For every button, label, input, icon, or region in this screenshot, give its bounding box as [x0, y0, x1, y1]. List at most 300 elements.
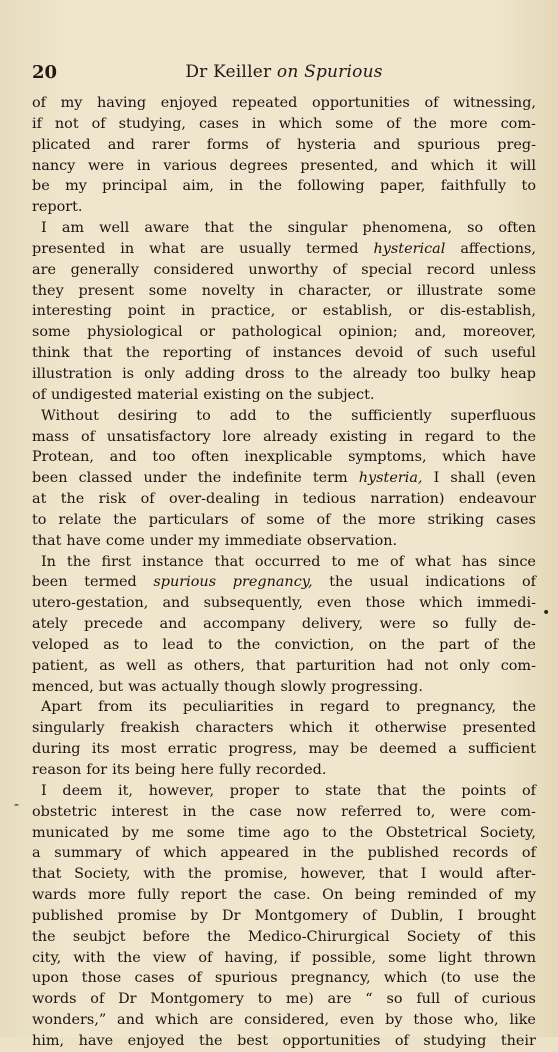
- word: of: [80, 428, 95, 445]
- word: aware: [144, 220, 190, 237]
- word: under: [149, 532, 193, 549]
- word: to: [133, 636, 149, 653]
- word: indications: [425, 574, 506, 591]
- word: am: [61, 220, 85, 237]
- word: that: [376, 782, 407, 799]
- word: the: [198, 1032, 223, 1049]
- word: following: [297, 178, 365, 195]
- word: my: [514, 887, 536, 904]
- word: of: [453, 991, 468, 1008]
- word: or: [199, 324, 216, 341]
- word: existing: [203, 386, 261, 403]
- word: dross: [244, 365, 285, 382]
- word: Without: [41, 407, 99, 424]
- word: progress,: [228, 741, 298, 758]
- word: the: [238, 887, 262, 904]
- word: the: [422, 782, 446, 799]
- word: presented: [32, 240, 106, 257]
- word: of: [416, 345, 431, 362]
- word: what: [149, 240, 186, 257]
- word: me: [356, 553, 380, 570]
- word: Protean,: [32, 449, 94, 466]
- word: freakish: [120, 720, 180, 737]
- text-line: [32, 427, 536, 448]
- word: during: [32, 741, 81, 758]
- word: some: [497, 282, 536, 299]
- word: wards: [32, 887, 77, 904]
- word: of: [386, 115, 401, 132]
- word: affections,: [460, 240, 536, 257]
- word: pathological: [231, 324, 322, 341]
- running-head-italic: on Spurious: [276, 62, 383, 82]
- word: as: [103, 636, 120, 653]
- word: to: [294, 782, 310, 799]
- word: part: [439, 636, 470, 653]
- word: I: [41, 220, 47, 237]
- word: state: [325, 782, 362, 799]
- word: and: [117, 1012, 145, 1029]
- word: of: [521, 845, 536, 862]
- word: more: [449, 115, 488, 132]
- word: considered: [153, 261, 234, 278]
- word: of: [198, 949, 213, 966]
- text-line: [32, 552, 536, 573]
- word: present: [78, 282, 135, 299]
- word: which: [419, 595, 463, 612]
- word: were: [449, 803, 487, 820]
- word: with: [73, 949, 106, 966]
- word: nancy: [32, 157, 76, 174]
- word: sufficient: [468, 741, 536, 758]
- text-line: [32, 989, 536, 1010]
- word: is: [122, 365, 135, 382]
- word: moreover,: [463, 324, 536, 341]
- word: the: [413, 115, 437, 132]
- word: actually: [161, 678, 219, 695]
- word: regard: [424, 428, 475, 445]
- word: On: [322, 887, 344, 904]
- word: were: [87, 157, 125, 174]
- word: which: [163, 845, 207, 862]
- word: to: [322, 824, 337, 841]
- word: here: [180, 762, 214, 778]
- word: was: [128, 678, 157, 695]
- word: singular: [287, 220, 348, 237]
- word: most: [120, 741, 157, 758]
- word: of: [316, 511, 331, 528]
- word: use: [473, 970, 500, 987]
- word: of: [424, 95, 439, 111]
- word: conviction,: [274, 636, 355, 653]
- word: some: [148, 282, 188, 299]
- word: I: [420, 866, 427, 883]
- word: various: [163, 157, 217, 174]
- word: instance: [142, 553, 204, 570]
- word: some: [388, 949, 427, 966]
- text-line: [32, 176, 536, 197]
- word: curious: [481, 991, 536, 1008]
- word: the: [308, 407, 333, 424]
- word: it: [348, 720, 360, 737]
- word: de-: [513, 616, 536, 633]
- word: spurious: [214, 970, 278, 987]
- word: me: [151, 824, 174, 841]
- word: which: [278, 115, 323, 132]
- text-line: [32, 760, 536, 781]
- word: municated: [32, 824, 109, 841]
- word: the: [342, 511, 367, 528]
- word: Dr: [222, 907, 241, 924]
- text-line: [32, 281, 536, 302]
- word: or: [408, 303, 425, 320]
- word: which: [430, 157, 475, 174]
- word: cases: [134, 970, 175, 987]
- word: degrees: [229, 157, 288, 174]
- text-line: [32, 823, 536, 844]
- word: not: [424, 657, 449, 674]
- word: Montgomery: [150, 991, 244, 1008]
- word: Dublin,: [390, 907, 444, 924]
- word: to: [275, 407, 290, 424]
- text-line: [32, 864, 536, 885]
- word: to: [257, 991, 273, 1008]
- word: and: [109, 449, 137, 466]
- word: or: [291, 303, 307, 320]
- word: to: [294, 365, 310, 382]
- word: of: [90, 991, 105, 1008]
- word: Society,: [74, 866, 131, 883]
- word: they: [32, 282, 64, 299]
- word: first: [101, 553, 132, 570]
- word: rarer: [151, 136, 190, 153]
- word: cases: [495, 511, 536, 528]
- word: relate: [58, 511, 102, 528]
- text-line: [32, 135, 536, 156]
- word: not: [54, 115, 79, 132]
- word: Society,: [479, 824, 536, 841]
- text-line: [32, 614, 536, 635]
- word: in: [274, 491, 289, 508]
- word: more: [87, 887, 126, 904]
- word: Medico-Chirurgical: [247, 928, 390, 945]
- word: reason: [32, 762, 82, 778]
- word: fully: [464, 616, 497, 633]
- word: preg-: [497, 136, 536, 153]
- word: published: [32, 907, 104, 924]
- word: in: [136, 157, 151, 174]
- word: be: [350, 741, 368, 758]
- word: bulky: [450, 365, 491, 382]
- word: often: [498, 220, 536, 237]
- word: are: [209, 1012, 234, 1029]
- word: that: [204, 220, 234, 237]
- word: usually: [239, 240, 291, 257]
- word: physiological: [87, 324, 183, 341]
- text-line: [32, 114, 536, 135]
- word: hysteria: [296, 136, 357, 153]
- word: interesting: [32, 303, 112, 320]
- word: in: [269, 282, 284, 299]
- word: by: [385, 1012, 403, 1029]
- word: if: [32, 115, 42, 132]
- word: will: [509, 157, 536, 174]
- text-line: [32, 593, 536, 614]
- word: termed: [84, 574, 137, 591]
- word: ago: [282, 824, 310, 841]
- word: the: [349, 824, 373, 841]
- word: deemed: [379, 741, 437, 758]
- word: witnessing,: [453, 95, 536, 111]
- word: accompany: [203, 616, 286, 633]
- word: observation.: [306, 532, 398, 549]
- word: its: [148, 699, 167, 716]
- word: however,: [148, 782, 215, 799]
- word: singularly: [32, 720, 105, 737]
- word: delivery,: [301, 616, 364, 633]
- word: particulars: [148, 511, 229, 528]
- word: full: [416, 991, 441, 1008]
- text-line: [32, 739, 536, 760]
- word: the: [512, 699, 536, 716]
- word: the: [319, 365, 343, 382]
- word: which: [154, 1012, 199, 1029]
- word: immedi-: [476, 595, 536, 612]
- word: of: [91, 115, 106, 132]
- word: parturition: [296, 657, 376, 674]
- word: would: [439, 866, 484, 883]
- word: the: [125, 345, 150, 362]
- word: too: [417, 365, 441, 382]
- word: the: [512, 428, 536, 445]
- word: and: [159, 616, 187, 633]
- word: only: [144, 365, 175, 382]
- word: establish,: [322, 303, 393, 320]
- word: the: [512, 636, 536, 653]
- word: after-: [495, 866, 536, 883]
- word: of: [135, 845, 150, 862]
- word: of: [477, 928, 492, 945]
- word: words: [32, 991, 77, 1008]
- word: even: [339, 1012, 375, 1029]
- word: of: [332, 261, 347, 278]
- word: those: [81, 970, 122, 987]
- text-line: [32, 343, 536, 364]
- word: studying: [423, 1032, 487, 1049]
- word: have: [66, 532, 101, 549]
- word: the: [248, 220, 273, 237]
- word: time: [237, 824, 271, 841]
- word: repeated: [232, 95, 298, 111]
- word: others,: [193, 657, 245, 674]
- word: light: [438, 949, 472, 966]
- word: published: [367, 845, 439, 862]
- word: faithfully: [440, 178, 507, 195]
- word: with: [143, 866, 176, 883]
- word: in: [251, 115, 266, 132]
- word: to,: [416, 803, 436, 820]
- word: has: [461, 553, 488, 570]
- word: but: [98, 678, 124, 695]
- word: now: [296, 803, 327, 820]
- word: over-dealing: [168, 491, 261, 508]
- word: its: [112, 762, 130, 778]
- word: of: [390, 553, 404, 570]
- word: adding: [184, 365, 235, 382]
- text-line: [32, 322, 536, 343]
- word: indefinite: [232, 470, 302, 487]
- word: in: [120, 240, 135, 257]
- word: the: [113, 511, 137, 528]
- word: have: [501, 449, 536, 466]
- word: possible,: [311, 949, 377, 966]
- word: like: [509, 1012, 536, 1029]
- text-line: [32, 1031, 536, 1052]
- text-line: [32, 906, 536, 927]
- word: of: [362, 907, 377, 924]
- word: my: [65, 178, 87, 195]
- word: what: [414, 553, 451, 570]
- word: view: [152, 949, 187, 966]
- word: its: [91, 741, 110, 758]
- word: peculiarities: [183, 699, 274, 716]
- word: patient,: [32, 657, 89, 674]
- word: case: [249, 803, 282, 820]
- word: well: [99, 220, 130, 237]
- margin-dash-mark: -: [14, 797, 20, 813]
- word: who,: [463, 1012, 499, 1029]
- word: opportunities: [282, 1032, 381, 1049]
- word: case.: [273, 887, 311, 904]
- word: been: [32, 574, 68, 591]
- word: of: [265, 136, 280, 153]
- text-line: [32, 677, 536, 698]
- word: classed: [78, 470, 133, 487]
- word: desiring: [117, 407, 178, 424]
- text-line: [32, 468, 536, 489]
- word: the: [66, 553, 91, 570]
- word: subject.: [317, 386, 375, 403]
- word: to: [207, 636, 223, 653]
- word: and: [390, 157, 418, 174]
- text-line: [32, 489, 536, 510]
- word: (even: [495, 470, 536, 487]
- word: so: [386, 991, 403, 1008]
- word: I: [41, 782, 47, 799]
- word: heap: [500, 365, 536, 382]
- word: Society: [406, 928, 461, 945]
- word: the: [330, 845, 354, 862]
- word: seubjct: [72, 928, 126, 945]
- text-line: [32, 406, 536, 427]
- word: some: [266, 511, 305, 528]
- text-line: [32, 156, 536, 177]
- word: subsequently,: [203, 595, 303, 612]
- word: however,: [300, 866, 366, 883]
- word: well: [126, 657, 157, 674]
- text-line: [32, 948, 536, 969]
- word: novelty: [201, 282, 255, 299]
- word: plicated: [32, 136, 91, 153]
- word: fully: [218, 762, 251, 778]
- word: unless: [489, 261, 536, 278]
- text-line: [32, 802, 536, 823]
- word: having,: [224, 949, 279, 966]
- word: spurious: [417, 136, 481, 153]
- text-line: [32, 656, 536, 677]
- word: on: [368, 636, 387, 653]
- word: brought: [477, 907, 536, 924]
- word: and,: [414, 324, 447, 341]
- word: best: [237, 1032, 268, 1049]
- word: even: [316, 595, 352, 612]
- word: to: [486, 428, 501, 445]
- word: cases: [198, 115, 239, 132]
- word: reporting: [162, 345, 232, 362]
- word: of: [240, 511, 255, 528]
- text-line: [32, 572, 536, 593]
- word: were: [379, 616, 416, 633]
- word: termed: [305, 240, 359, 257]
- word: veloped: [32, 636, 89, 653]
- word: me): [285, 991, 314, 1008]
- word: the: [197, 470, 222, 487]
- word: though: [223, 678, 276, 695]
- word: are: [32, 261, 56, 278]
- word: instances: [272, 345, 342, 362]
- word: points: [461, 782, 507, 799]
- text-line: [32, 781, 536, 802]
- word: in: [302, 845, 317, 862]
- text-line: [32, 885, 536, 906]
- word: and: [373, 136, 401, 153]
- word: immediate: [224, 532, 302, 549]
- word: promise: [117, 907, 177, 924]
- word: some: [32, 324, 71, 341]
- word: narration): [370, 491, 445, 508]
- word: that: [83, 345, 113, 362]
- word: been: [32, 470, 68, 487]
- word: I: [433, 470, 440, 487]
- word: Obstetrical: [385, 824, 467, 841]
- word: material: [136, 386, 199, 403]
- word: endeavour: [458, 491, 536, 508]
- word: by: [190, 907, 208, 924]
- word: presented,: [300, 157, 379, 174]
- word: of: [32, 95, 46, 111]
- word: record: [426, 261, 475, 278]
- word: some: [335, 115, 374, 132]
- word: special: [361, 261, 413, 278]
- word: in: [182, 803, 197, 820]
- word: appeared: [220, 845, 290, 862]
- word: paper,: [379, 178, 426, 195]
- word: Montgomery: [254, 907, 349, 924]
- word: inexplicable: [244, 449, 333, 466]
- word: that: [32, 532, 62, 549]
- word: illustrate: [416, 282, 483, 299]
- word: to: [331, 553, 346, 570]
- word: which: [383, 970, 428, 987]
- word: those: [365, 595, 406, 612]
- word: occurred: [254, 553, 321, 570]
- word: of: [245, 345, 260, 362]
- word: that: [214, 553, 244, 570]
- word: dis-establish,: [439, 303, 536, 320]
- text-line: [32, 843, 536, 864]
- text-line: [32, 968, 536, 989]
- word: the: [211, 803, 235, 820]
- word: Apart: [41, 699, 82, 716]
